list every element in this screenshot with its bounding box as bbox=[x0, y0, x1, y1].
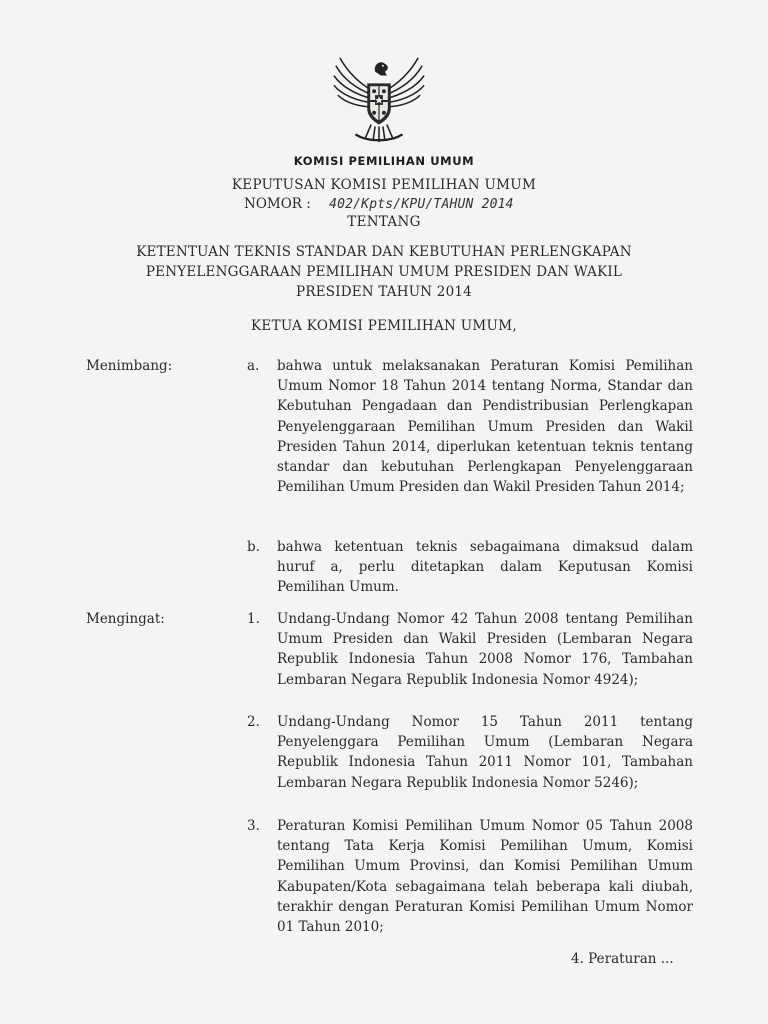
continuation-marker: 4. Peraturan ... bbox=[571, 951, 674, 967]
menimbang-item-a: bahwa untuk melaksanakan Peraturan Komisi Pemilihan Umum Nomor 18 Tahun 2014 tentang Norma, Standar dan Kebutuhan Pengadaan dan Pendistribusian Perlengkapan Penyelenggaraan Pemilihan Umum Presiden dan Wakil Presiden Tahun 2014, diperlukan ketentuan teknis tentang standar dan kebutuhan Perlengkapan Penyelenggaraan Pemilihan Umum Presiden dan Wakil Presiden Tahun 2014; bbox=[277, 358, 693, 496]
mengingat-marker-1: 1. bbox=[247, 611, 260, 627]
institution-name: KOMISI PEMILIHAN UMUM bbox=[293, 154, 475, 168]
tentang-label: TENTANG bbox=[347, 214, 421, 230]
menimbang-label: Menimbang: bbox=[86, 358, 173, 374]
mengingat-item-1: Undang-Undang Nomor 42 Tahun 2008 tentang Pemilihan Umum Presiden dan Wakil Presiden (Lembaran Negara Republik Indonesia Tahun 2008 Nomor 176, Tambahan Lembaran Negara Republik Indonesia Nomor 4924); bbox=[277, 611, 693, 688]
title-line-2: PENYELENGGARAAN PEMILIHAN UMUM PRESIDEN DAN WAKIL bbox=[145, 264, 623, 280]
garuda-emblem-icon bbox=[330, 52, 428, 150]
mengingat-marker-3: 3. bbox=[247, 818, 260, 834]
ketua-heading: KETUA KOMISI PEMILIHAN UMUM, bbox=[251, 318, 517, 334]
mengingat-marker-2: 2. bbox=[247, 714, 260, 730]
menimbang-marker-b: b. bbox=[247, 539, 260, 555]
decree-heading: KEPUTUSAN KOMISI PEMILIHAN UMUM bbox=[231, 177, 537, 193]
menimbang-item-b: bahwa ketentuan teknis sebagaimana dimaksud dalam huruf a, perlu ditetapkan dalam Keputusan Komisi Pemilihan Umum. bbox=[277, 539, 693, 596]
decree-number-handwritten: 402/Kpts/KPU/TAHUN 2014 bbox=[329, 197, 514, 212]
title-line-3: PRESIDEN TAHUN 2014 bbox=[296, 284, 472, 300]
mengingat-label: Mengingat: bbox=[86, 611, 165, 627]
mengingat-item-3: Peraturan Komisi Pemilihan Umum Nomor 05 Tahun 2008 tentang Tata Kerja Komisi Pemilihan Umum, Komisi Pemilihan Umum Provinsi, dan Komisi Pemilihan Umum Kabupaten/Kota sebagaimana telah beberapa kali diubah, terakhir dengan Peraturan Komisi Pemilihan Umum Nomor 01 Tahun 2010; bbox=[277, 818, 693, 936]
decree-number bbox=[244, 196, 514, 212]
decree-number-label: NOMOR : bbox=[244, 196, 311, 212]
mengingat-item-2: Undang-Undang Nomor 15 Tahun 2011 tentang Penyelenggara Pemilihan Umum (Lembaran Negara Republik Indonesia Tahun 2011 Nomor 101, Tambahan Lembaran Negara Republik Indonesia Nomor 5246); bbox=[277, 714, 693, 791]
menimbang-marker-a: a. bbox=[247, 358, 260, 374]
title-line-1: KETENTUAN TEKNIS STANDAR DAN KEBUTUHAN PERLENGKAPAN bbox=[136, 244, 632, 260]
